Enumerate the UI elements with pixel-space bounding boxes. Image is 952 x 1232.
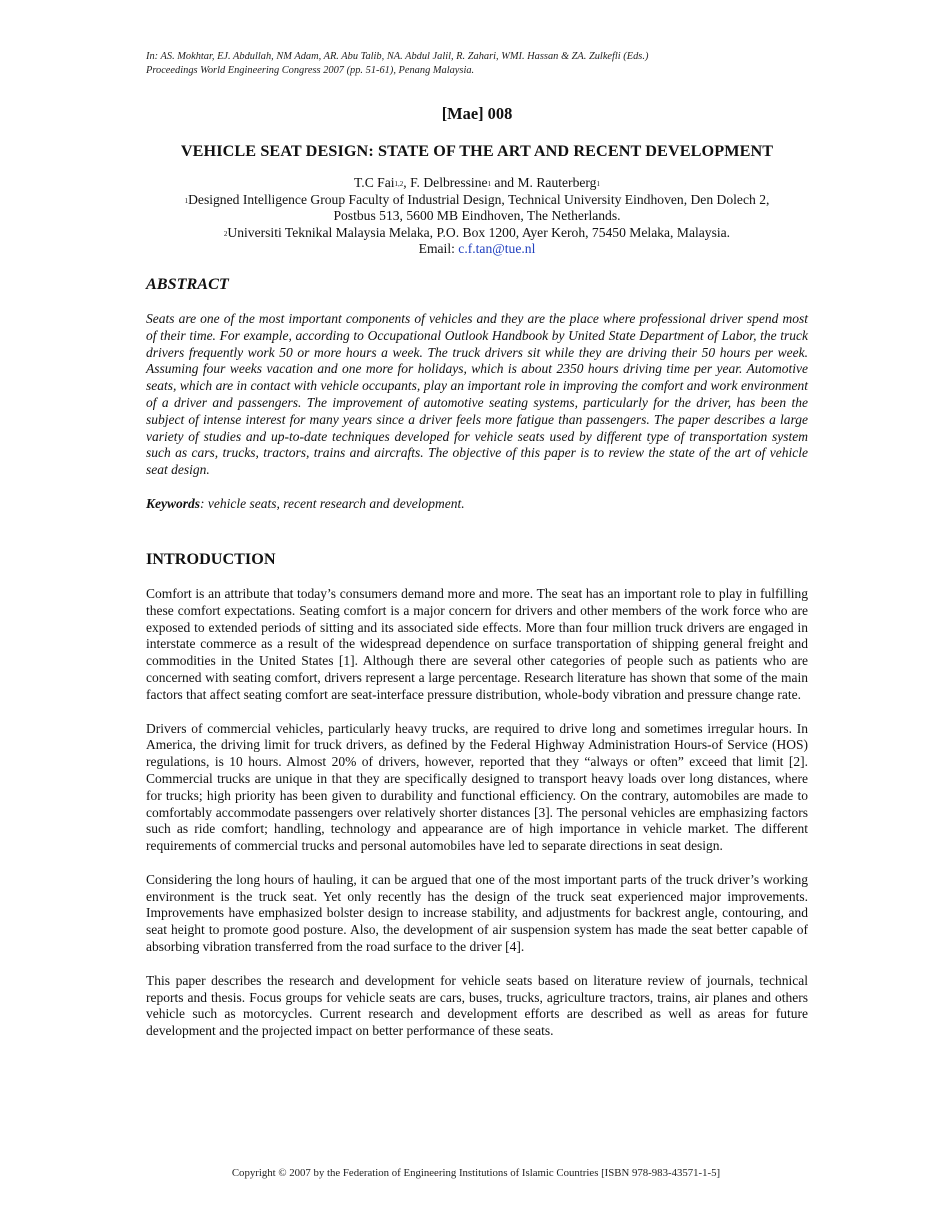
- keywords-label: Keywords: [146, 495, 200, 511]
- author-block: [146, 175, 808, 258]
- keywords-line: [146, 496, 808, 512]
- email-label: Email:: [418, 241, 459, 257]
- email-line: [146, 241, 808, 258]
- author-name: , F. Delbressine: [403, 175, 488, 190]
- affiliation-text: Designed Intelligence Group Faculty of Industrial Design, Technical University Eindhoven, Den Dolech 2,: [188, 191, 770, 207]
- author-affil-marker: 1: [487, 180, 492, 188]
- running-header: [146, 50, 808, 78]
- author-name: and M. Rauterberg: [491, 175, 597, 190]
- copyright-footer: Copyright © 2007 by the Federation of Engineering Institutions of Islamic Countries [ISBN 978-983-43571-1-5]: [231, 1167, 721, 1179]
- header-proceedings-line: Proceedings World Engineering Congress 2007 (pp. 51-61), Penang Malaysia.: [146, 65, 475, 76]
- intro-paragraph-4: This paper describes the research and development for vehicle seats based on literature review of journals, technical reports and thesis. Focus groups for vehicle seats are cars, buses, trucks, agriculture tractors, trains, air planes and others vehicle such as motorcycles. Current research and development efforts are described as well as areas for future development and the projected impact on better performance of these seats.: [146, 972, 808, 1039]
- affiliation-1: [146, 192, 808, 209]
- affil-marker: 1: [184, 196, 189, 205]
- author-affil-marker: 1,2: [394, 180, 404, 188]
- keywords-text: : vehicle seats, recent research and development.: [200, 495, 465, 511]
- affiliation-text: Universiti Teknikal Malaysia Melaka, P.O. Box 1200, Ayer Keroh, 75450 Melaka, Malaysia.: [227, 224, 731, 240]
- affiliation-2: [146, 225, 808, 242]
- affiliation-1-cont: Postbus 513, 5600 MB Eindhoven, The Netherlands.: [333, 208, 621, 224]
- intro-paragraph-1: Comfort is an attribute that today’s consumers demand more and more. The seat has an important role to play in fulfilling these comfort expectations. Seating comfort is a major concern for drivers and other members of the work force who are exposed to extended periods of sitting and its associated side effects. More than four million truck drivers are engaged in interstate commerce as a result of the widespread dependence on surface transportation of shipping general freight and commodities in the United States [1]. Although there are several other categories of people such as patients who are concerned with seating comfort, drivers represent a large percentage. Research literature has shown that some of the main factors that affect seating comfort are seat-interface pressure distribution, whole-body vibration and pressure change rate.: [146, 585, 808, 702]
- author-line: [146, 175, 808, 192]
- introduction-heading: INTRODUCTION: [146, 549, 276, 568]
- author-affil-marker: 1: [596, 180, 600, 188]
- author-name: T.C Fai: [354, 175, 395, 190]
- paper-page: [146, 50, 808, 1040]
- abstract-text: Seats are one of the most important components of vehicles and they are the place where professional driver spend most of their time. For example, according to Occupational Outlook Handbook by United State Department of Labor, the truck drivers frequently work 50 or more hours a week. The truck drivers sit while they are driving their 50 hours per week. Assuming four weeks vacation and one more for holidays, which is about 2350 hours driving time per year. Automotive seats, which are in contact with vehicle occupants, play an important role in improving the comfort and work environment of a driver and passengers. The improvement of automotive seating systems, particularly for the driver, has been the subject of intense interest for many years since a driver feels more fatigue than passengers. The paper describes a large variety of studies and up-to-date techniques developed for vehicle seats used by different type of transportation system such as cars, trucks, tractors, trains and aircrafts. The objective of this paper is to review the state of the art of vehicle seat design.: [146, 310, 808, 478]
- intro-paragraph-2: Drivers of commercial vehicles, particularly heavy trucks, are required to drive long and sometimes irregular hours. In America, the driving limit for truck drivers, as defined by the Federal Highway Administration Hours-of Service (HOS) regulations, is 10 hours. Almost 20% of drivers, however, reported that they “always or often” exceed that limit [2]. Commercial trucks are unique in that they are specifically designed to transport heavy loads over long distances, where for trucks; high priority has been given to durability and functional efficiency. On the contrary, automobiles are made to comfortably accommodate passengers over relatively shorter distances [3]. The personal vehicles are emphasizing factors such as ride comfort; handling, technology and appearance are of high importance in vehicle market. The different requirements of commercial trucks and personal automobiles have led to separate directions in seat design.: [146, 720, 808, 854]
- email-link[interactable]: c.f.tan@tue.nl: [458, 241, 536, 257]
- paper-title: VEHICLE SEAT DESIGN: STATE OF THE ART AND RECENT DEVELOPMENT: [180, 142, 774, 160]
- header-editors-line: In: AS. Mokhtar, EJ. Abdullah, NM Adam, AR. Abu Talib, NA. Abdul Jalil, R. Zahari, WMI. Hassan & ZA. Zulkefli (Eds.): [146, 51, 649, 62]
- abstract-heading: ABSTRACT: [146, 274, 229, 293]
- paper-code: [Mae] 008: [441, 104, 513, 123]
- intro-paragraph-3: Considering the long hours of hauling, it can be argued that one of the most important parts of the truck driver’s working environment is the truck seat. Yet only recently has the design of the truck seat experienced major improvements. Improvements have emphasized bolster design to increase stability, and adjustments for backrest angle, contouring, and seat height to promote good posture. Also, the development of air suspension system has made the seat better capable of absorbing vibration transferred from the road surface to the driver [4].: [146, 871, 808, 955]
- affil-marker: 2: [223, 229, 228, 238]
